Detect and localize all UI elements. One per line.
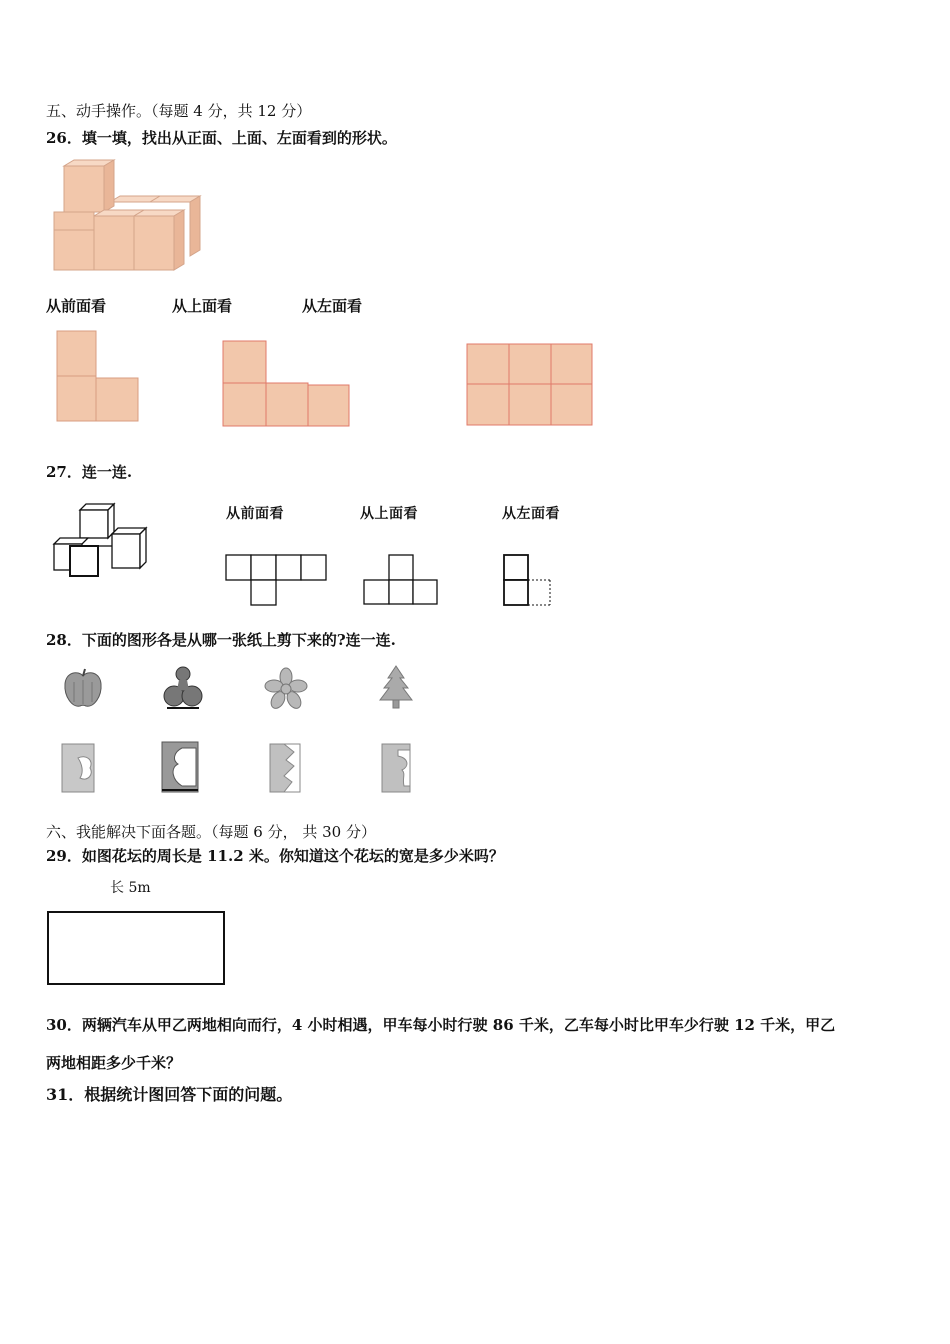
- tree-shape-icon: [374, 664, 418, 712]
- q27-solid-figure: [52, 500, 152, 582]
- q27-view-label-top: 从上面看: [360, 506, 418, 522]
- length-label: 长 5m: [110, 880, 151, 896]
- question-28-text: 28．下面的图形各是从哪一张纸上剪下来的?连一连.: [46, 631, 396, 649]
- question-26-text: 26．填一填，找出从正面、上面、左面看到的形状。: [46, 129, 397, 147]
- question-30-line2: 两地相距多少千米？: [46, 1054, 182, 1072]
- q27-top-view: [362, 553, 442, 607]
- q27-view-label-left: 从左面看: [502, 506, 560, 522]
- question-29-text: 29．如图花坛的周长是 11.2 米。你知道这个花坛的宽是多少米吗？: [46, 847, 504, 865]
- apple-shape-icon: [60, 668, 106, 710]
- q26-view-label-left: 从左面看: [302, 297, 363, 315]
- question-30-line1: 30．两辆汽车从甲乙两地相向而行，4 小时相遇，甲车每小时行驶 86 千米，乙车每小时比甲车少行驶 12 千米，甲乙: [46, 1016, 836, 1034]
- gourd-shape-icon: [163, 664, 203, 712]
- q26-left-view: [466, 343, 594, 427]
- paper-4-icon: [380, 742, 416, 794]
- paper-3-icon: [268, 742, 304, 794]
- section-header-5: 五、动手操作。（每题 4 分，共 12 分）: [46, 102, 312, 120]
- flower-shape-icon: [264, 668, 308, 710]
- flower-bed-rectangle: [46, 910, 228, 988]
- q26-cube-figure: [50, 160, 210, 275]
- q26-view-label-front: 从前面看: [46, 297, 107, 315]
- paper-1-icon: [60, 742, 100, 794]
- q27-view-label-front: 从前面看: [226, 506, 284, 522]
- q26-front-view: [56, 330, 141, 425]
- question-27-text: 27．连一连.: [46, 463, 133, 481]
- section-header-6: 六、我能解决下面各题。（每题 6 分， 共 30 分）: [46, 823, 376, 841]
- q26-top-view: [222, 340, 352, 428]
- q26-view-label-top: 从上面看: [172, 297, 233, 315]
- paper-2-icon: [160, 740, 202, 794]
- q27-front-view: [224, 553, 330, 607]
- q27-left-view: [502, 553, 558, 609]
- question-31-text: 31．根据统计图回答下面的问题。: [46, 1085, 293, 1104]
